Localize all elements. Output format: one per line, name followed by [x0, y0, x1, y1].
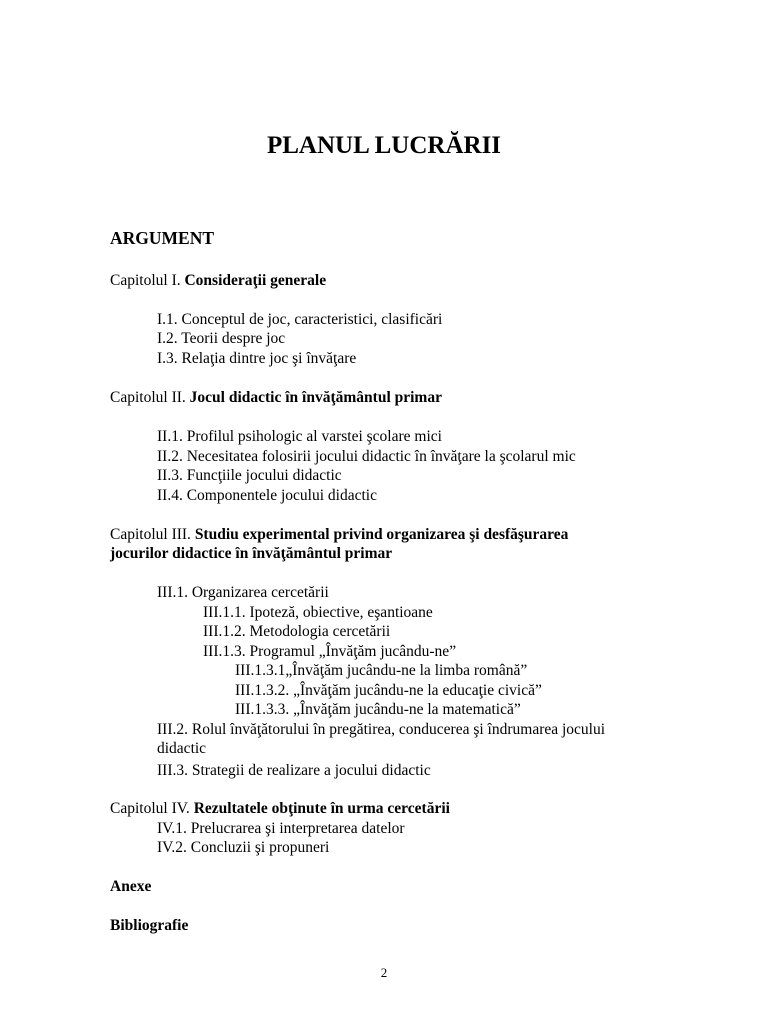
- chapter-4-prefix: Capitolul IV.: [110, 800, 190, 817]
- chapter-2-heading: [110, 389, 442, 407]
- toc-item-3-1-3-2: III.1.3.2. „Învăţăm jucându-ne la educaţie civică”: [235, 682, 542, 699]
- chapter-2-prefix: Capitolul II.: [110, 389, 186, 406]
- toc-item-3-1-1: III.1.1. Ipoteză, obiective, eşantioane: [203, 604, 433, 621]
- toc-item-3-1-3: III.1.3. Programul „Învăţăm jucându-ne”: [203, 643, 457, 660]
- chapter-3-title-line-1: Studiu experimental privind organizarea şi desfăşurarea: [194, 526, 569, 543]
- toc-item-2-2: II.2. Necesitatea folosirii jocului didactic în învăţare la şcolarul mic: [157, 448, 576, 465]
- anexe-heading: Anexe: [110, 878, 152, 895]
- toc-item-2-4: II.4. Componentele jocului didactic: [157, 487, 377, 504]
- toc-item-1-2: I.2. Teorii despre joc: [157, 330, 286, 347]
- toc-item-3-1-3-1: III.1.3.1„Învăţăm jucându-ne la limba română”: [235, 662, 528, 679]
- chapter-2-title: Jocul didactic în învăţământul primar: [189, 389, 442, 406]
- toc-item-3-1: III.1. Organizarea cercetării: [157, 584, 329, 601]
- page-number: 2: [380, 965, 388, 980]
- chapter-3-heading: [110, 526, 568, 544]
- chapter-4-heading: [110, 800, 450, 818]
- chapter-1-heading: [110, 272, 326, 290]
- toc-item-3-2-line-1: III.2. Rolul învăţătorului în pregătirea, conducerea şi îndrumarea jocului: [157, 721, 606, 738]
- chapter-1-title: Consideraţii generale: [184, 272, 327, 289]
- toc-item-1-1: I.1. Conceptul de joc, caracteristici, clasificări: [157, 311, 443, 328]
- page-title: PLANUL LUCRĂRII: [266, 132, 502, 159]
- chapter-4-title: Rezultatele obţinute în urma cercetării: [193, 800, 450, 817]
- bibliografie-heading: Bibliografie: [110, 917, 189, 934]
- toc-item-2-3: II.3. Funcţiile jocului didactic: [157, 467, 342, 484]
- toc-item-3-2-line-2: didactic: [157, 740, 207, 757]
- toc-item-3-3: III.3. Strategii de realizare a jocului didactic: [157, 762, 431, 779]
- chapter-1-prefix: Capitolul I.: [110, 272, 181, 289]
- toc-item-1-3: I.3. Relaţia dintre joc şi învăţare: [157, 350, 357, 367]
- chapter-3-prefix: Capitolul III.: [110, 526, 191, 543]
- toc-item-2-1: II.1. Profilul psihologic al varstei şcolare mici: [157, 428, 442, 445]
- toc-item-3-1-3-3: III.1.3.3. „Învăţăm jucându-ne la matematică”: [235, 701, 521, 718]
- toc-item-3-1-2: III.1.2. Metodologia cercetării: [203, 623, 391, 640]
- toc-item-4-1: IV.1. Prelucrarea şi interpretarea datelor: [157, 820, 405, 837]
- chapter-3-title-line-2: jocurilor didactice în învăţământul primar: [110, 545, 393, 562]
- argument-heading: ARGUMENT: [110, 228, 215, 248]
- toc-item-4-2: IV.2. Concluzii şi propuneri: [157, 839, 330, 856]
